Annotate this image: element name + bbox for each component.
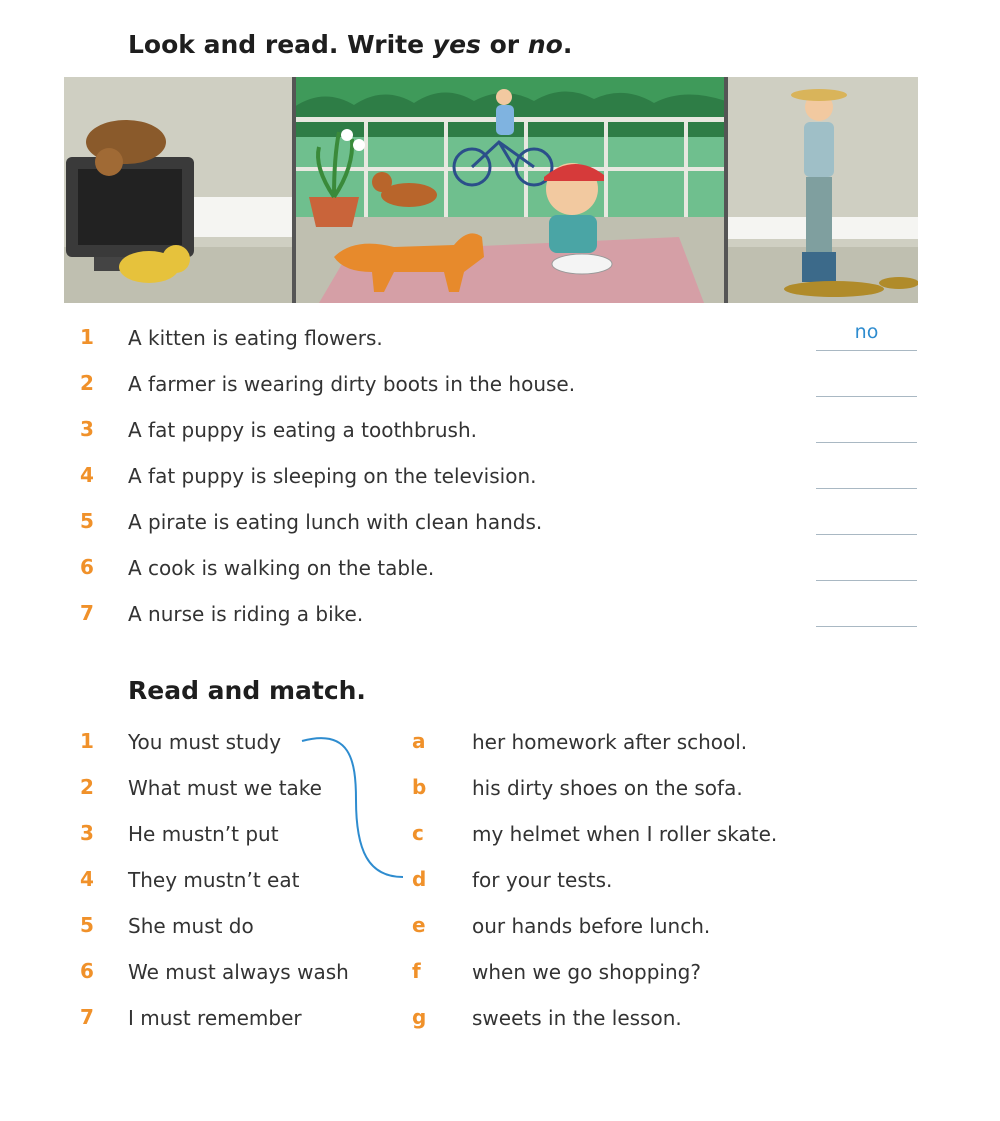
question-text: A farmer is wearing dirty boots in the house. [128, 372, 576, 396]
match-right-phrase[interactable]: my helmet when I roller skate. [472, 822, 778, 846]
answer-field[interactable] [816, 551, 917, 581]
match-left-phrase[interactable]: He mustn’t put [128, 822, 279, 846]
question-row [0, 411, 1000, 451]
match-row [0, 861, 1000, 901]
question-number: 7 [80, 601, 94, 625]
question-number: 2 [80, 371, 94, 395]
match-left-phrase[interactable]: She must do [128, 914, 254, 938]
match-row [0, 723, 1000, 763]
match-number: 4 [80, 867, 94, 891]
match-left-phrase[interactable]: We must always wash [128, 960, 349, 984]
match-row [0, 815, 1000, 855]
question-text: A fat puppy is eating a toothbrush. [128, 418, 478, 442]
answer-field[interactable] [816, 459, 917, 489]
answer-field[interactable] [816, 505, 917, 535]
question-number: 4 [80, 463, 94, 487]
match-left-phrase[interactable]: They mustn’t eat [128, 868, 300, 892]
question-text: A kitten is eating flowers. [128, 326, 383, 350]
answer-field[interactable] [816, 413, 917, 443]
match-right-phrase[interactable]: when we go shopping? [472, 960, 701, 984]
question-row [0, 365, 1000, 405]
question-row [0, 457, 1000, 497]
section2-title: Read and match. [128, 676, 366, 705]
match-number: 3 [80, 821, 94, 845]
question-number: 1 [80, 325, 94, 349]
question-row [0, 549, 1000, 589]
section1-title: Look and read. Write yes or no. [128, 30, 573, 59]
match-letter: d [412, 867, 427, 891]
question-number: 3 [80, 417, 94, 441]
match-right-phrase[interactable]: her homework after school. [472, 730, 748, 754]
match-letter: a [412, 729, 426, 753]
match-letter: c [412, 821, 424, 845]
question-number: 6 [80, 555, 94, 579]
match-right-phrase[interactable]: sweets in the lesson. [472, 1006, 682, 1030]
match-number: 2 [80, 775, 94, 799]
match-number: 7 [80, 1005, 94, 1029]
match-letter: b [412, 775, 427, 799]
question-text: A pirate is eating lunch with clean hands. [128, 510, 543, 534]
question-row [0, 595, 1000, 635]
match-row [0, 907, 1000, 947]
match-number: 6 [80, 959, 94, 983]
answer-field[interactable]: no [816, 321, 917, 351]
match-left-phrase[interactable]: You must study [128, 730, 282, 754]
match-left-phrase[interactable]: I must remember [128, 1006, 302, 1030]
match-number: 5 [80, 913, 94, 937]
match-right-phrase[interactable]: our hands before lunch. [472, 914, 711, 938]
match-right-phrase[interactable]: for your tests. [472, 868, 613, 892]
scene-illustration [64, 77, 918, 303]
answer-field[interactable] [816, 597, 917, 627]
match-letter: g [412, 1005, 427, 1029]
match-row [0, 999, 1000, 1039]
question-number: 5 [80, 509, 94, 533]
question-text: A nurse is riding a bike. [128, 602, 364, 626]
question-text: A cook is walking on the table. [128, 556, 435, 580]
match-letter: e [412, 913, 426, 937]
match-right-phrase[interactable]: his dirty shoes on the sofa. [472, 776, 743, 800]
match-letter: f [412, 959, 421, 983]
match-row [0, 769, 1000, 809]
question-row [0, 319, 1000, 359]
match-row [0, 953, 1000, 993]
question-text: A fat puppy is sleeping on the television. [128, 464, 537, 488]
match-number: 1 [80, 729, 94, 753]
question-row [0, 503, 1000, 543]
answer-field[interactable] [816, 367, 917, 397]
match-left-phrase[interactable]: What must we take [128, 776, 322, 800]
